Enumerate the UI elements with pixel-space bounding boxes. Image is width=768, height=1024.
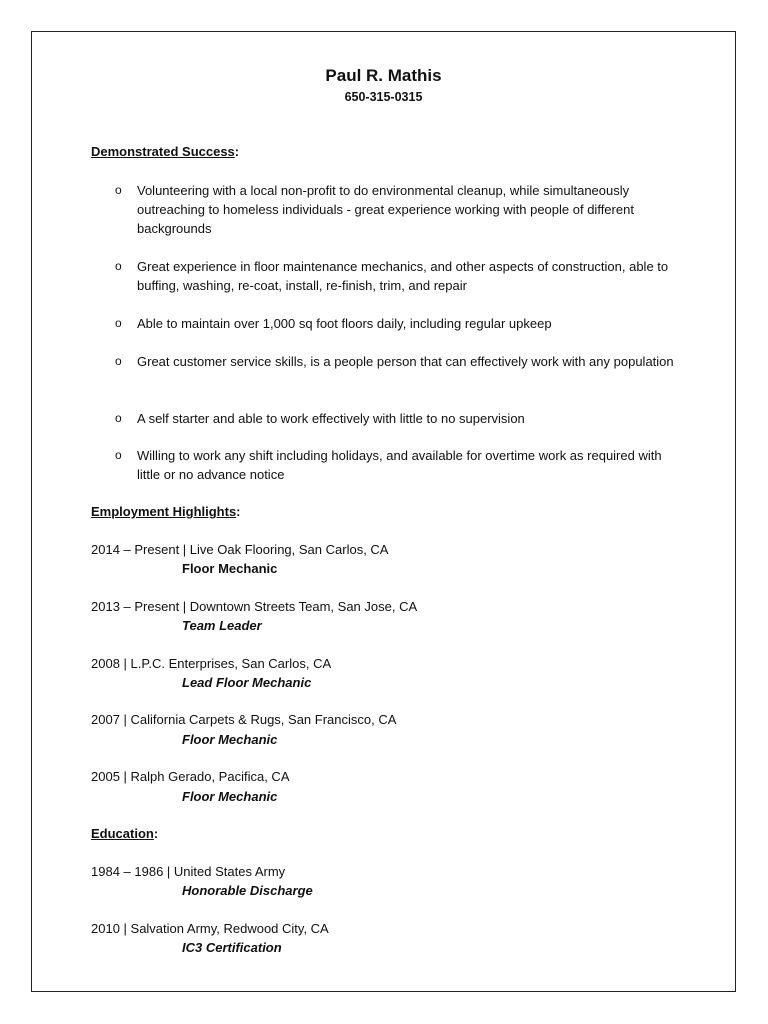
candidate-name: Paul R. Mathis xyxy=(325,66,442,85)
heading-colon: : xyxy=(153,826,159,841)
section-heading-text: Demonstrated Success xyxy=(91,144,235,159)
bullet-item xyxy=(115,409,685,428)
bullet-marker: o xyxy=(115,411,122,425)
employment-entry-line: 2013 – Present | Downtown Streets Team, San Jose, CA xyxy=(91,599,418,614)
education-entry-role: IC3 Certification xyxy=(182,940,282,955)
bullet-marker: o xyxy=(115,183,122,197)
section-heading-employment xyxy=(91,504,241,519)
education-entry-line: 1984 – 1986 | United States Army xyxy=(91,864,286,879)
bullet-item xyxy=(115,314,685,333)
bullet-text: Willing to work any shift including holidays, and available for overtime work as required with little or no advance notice xyxy=(137,448,662,482)
candidate-phone: 650-315-0315 xyxy=(344,90,423,104)
heading-colon: : xyxy=(236,504,241,519)
employment-entry-line: 2007 | California Carpets & Rugs, San Francisco, CA xyxy=(91,712,397,727)
bullet-text: Great experience in floor maintenance mechanics, and other aspects of construction, able to buffing, washing, re-coat, install, re-finish, trim, and repair xyxy=(137,259,669,293)
section-heading-education xyxy=(91,826,158,841)
employment-entry-line: 2008 | L.P.C. Enterprises, San Carlos, CA xyxy=(91,656,332,671)
employment-entry-line: 2014 – Present | Live Oak Flooring, San Carlos, CA xyxy=(91,542,389,557)
bullet-marker: o xyxy=(115,448,122,462)
education-entry-role: Honorable Discharge xyxy=(182,883,313,898)
bullet-item xyxy=(115,446,685,484)
employment-entry-role: Floor Mechanic xyxy=(182,561,278,576)
employment-entry-role: Floor Mechanic xyxy=(182,789,278,804)
resume-page xyxy=(31,31,736,992)
bullet-marker: o xyxy=(115,259,122,273)
employment-entry-role: Lead Floor Mechanic xyxy=(182,675,312,690)
bullet-marker: o xyxy=(115,316,122,330)
bullet-item xyxy=(115,352,685,390)
education-entry-line: 2010 | Salvation Army, Redwood City, CA xyxy=(91,921,329,936)
employment-entry-line: 2005 | Ralph Gerado, Pacifica, CA xyxy=(91,769,290,784)
bullet-item xyxy=(115,257,685,295)
bullet-text: Volunteering with a local non-profit to do environmental cleanup, while simultaneously outreaching to homeless individuals - great experience working with people of different backgrounds xyxy=(137,183,634,236)
bullet-text: Great customer service skills, is a people person that can effectively work with any population xyxy=(137,354,674,369)
employment-entry-role: Floor Mechanic xyxy=(182,732,278,747)
heading-colon: : xyxy=(234,144,240,159)
section-heading-text: Employment Highlights xyxy=(91,504,237,519)
bullet-item xyxy=(115,181,685,238)
section-heading-success xyxy=(91,144,239,159)
bullet-text: Able to maintain over 1,000 sq foot floors daily, including regular upkeep xyxy=(137,316,552,331)
section-heading-text: Education xyxy=(91,826,154,841)
employment-entry-role: Team Leader xyxy=(182,618,262,633)
bullet-marker: o xyxy=(115,354,122,368)
bullet-text: A self starter and able to work effectively with little to no supervision xyxy=(137,411,525,426)
